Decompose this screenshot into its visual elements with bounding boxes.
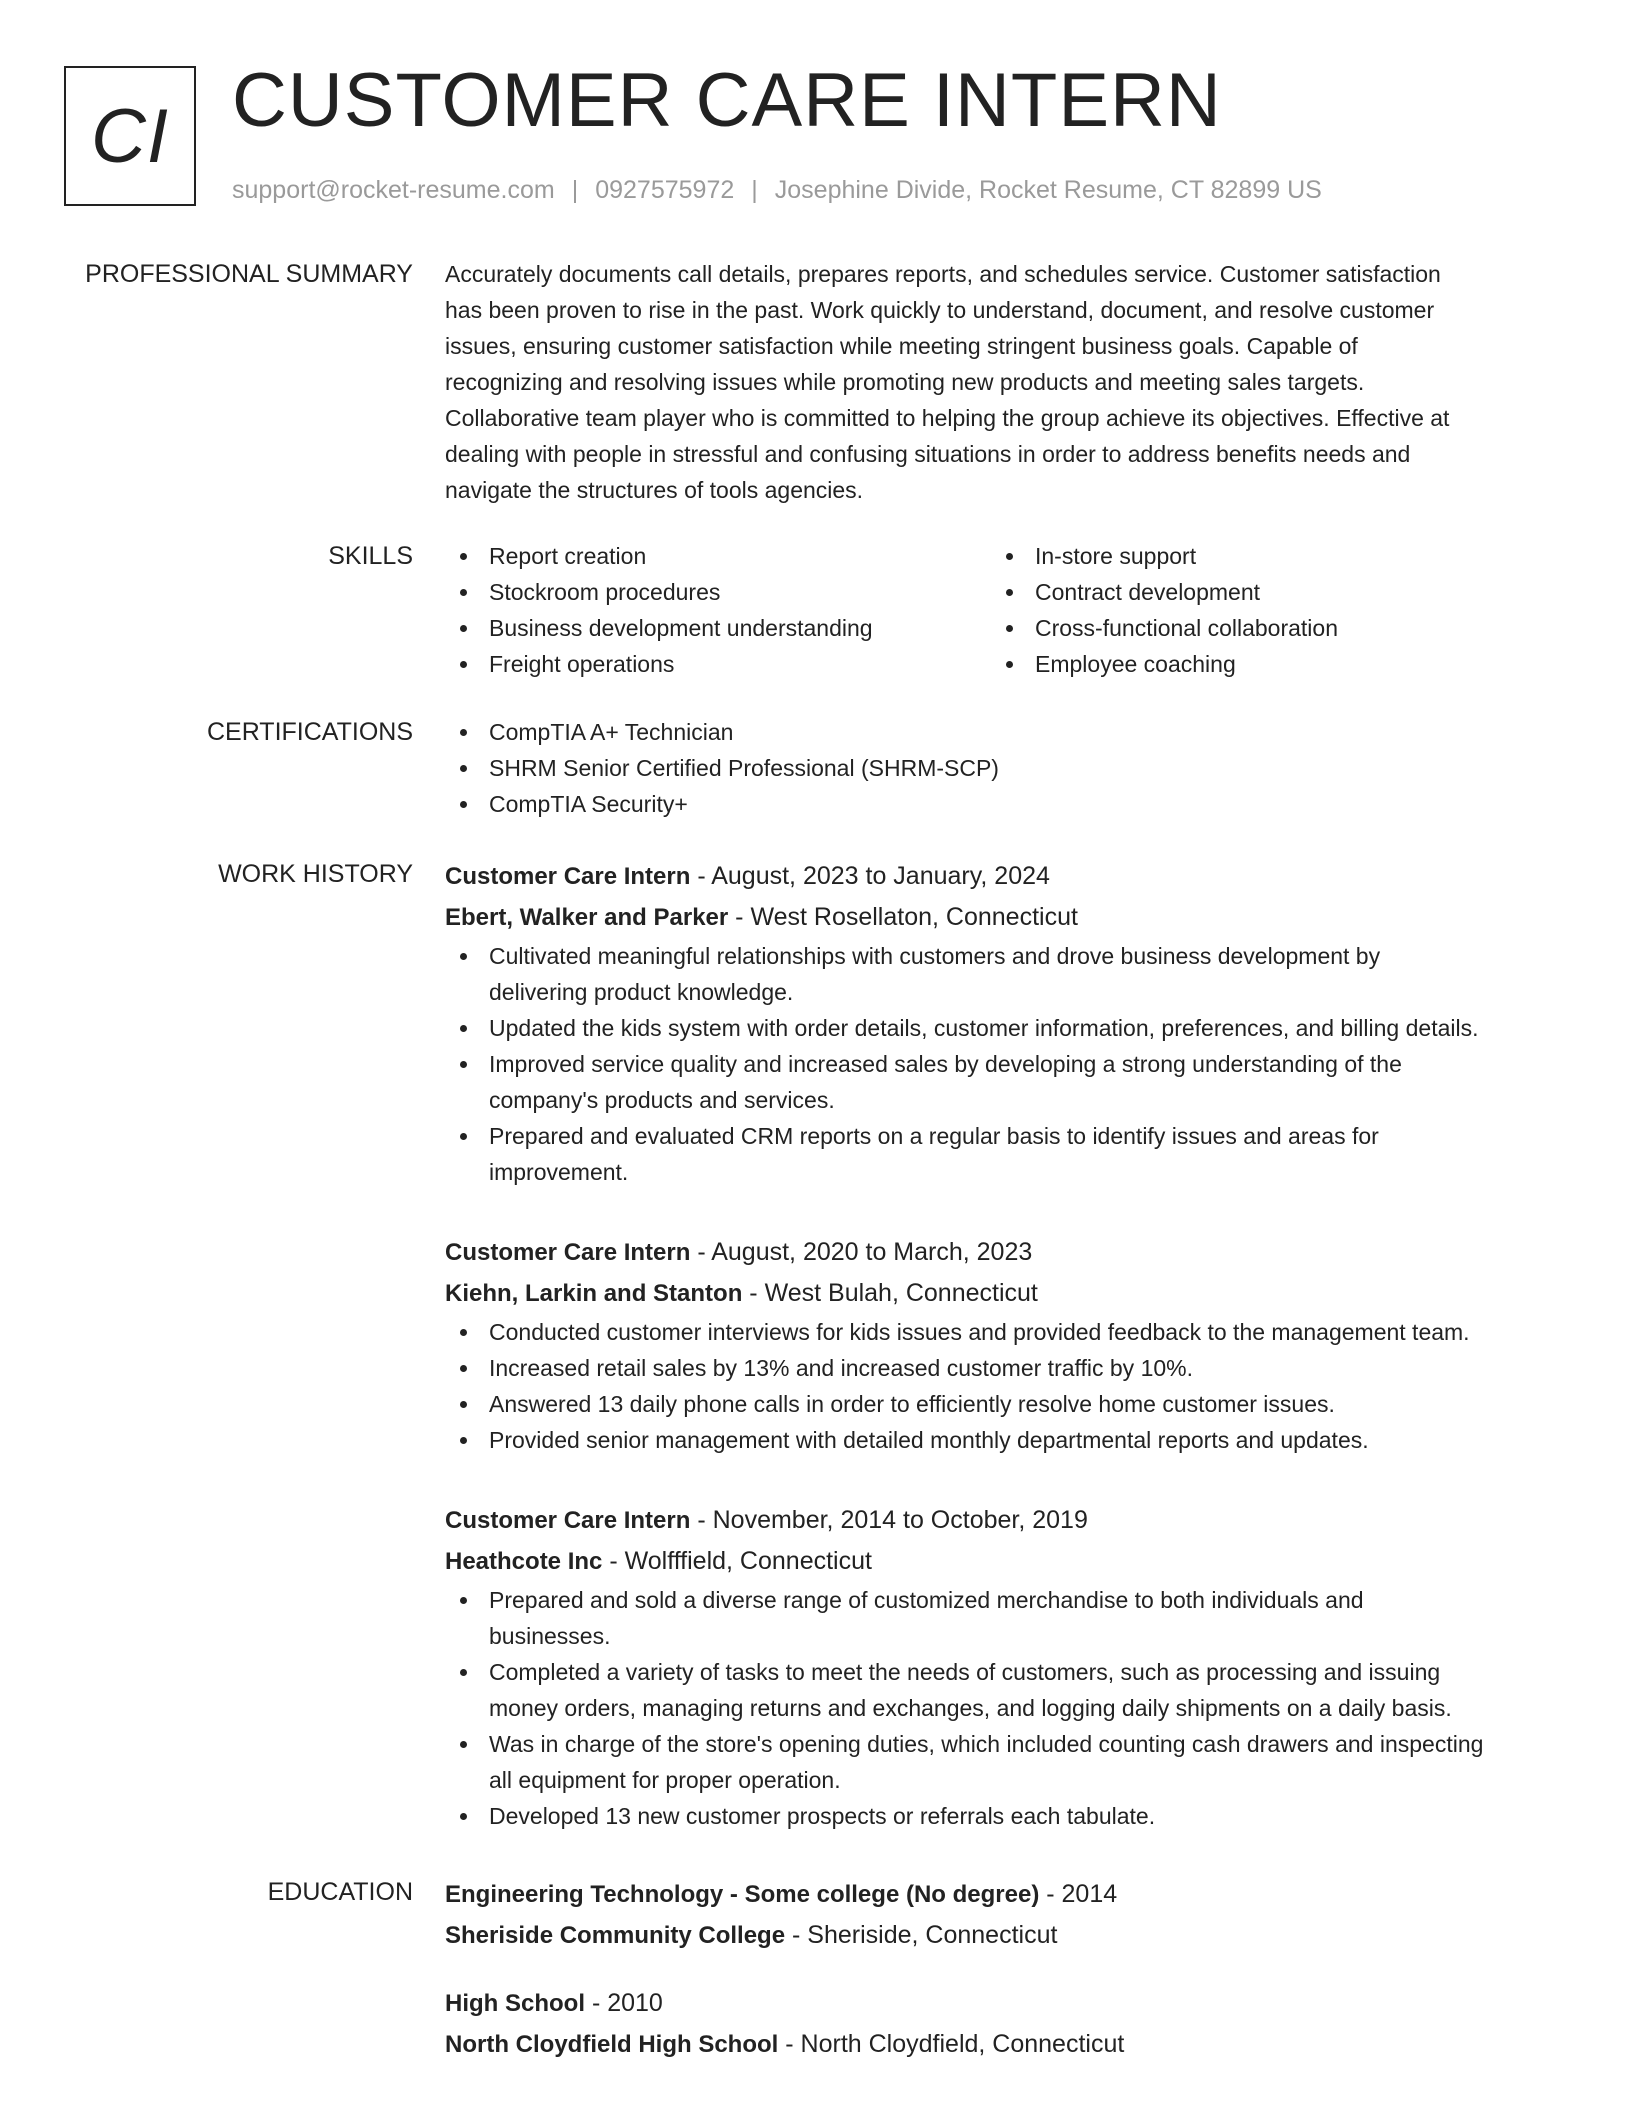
- bullet-icon: [460, 765, 467, 772]
- job-bullet: Was in charge of the store's opening duties, which included counting cash drawers and inspecting all equipment for proper operation.: [445, 1726, 1565, 1798]
- job-title: Customer Care Intern: [445, 1239, 691, 1266]
- education-entry: [445, 1983, 1565, 2065]
- job-bullet: Improved service quality and increased sales by developing a strong understanding of the company's products and services.: [445, 1046, 1565, 1118]
- certifications-list: [445, 714, 1565, 822]
- job-entry: [445, 1500, 1565, 1834]
- bullet-icon: [460, 729, 467, 736]
- contact-phone[interactable]: 0927575972: [595, 176, 735, 204]
- education-location: - North Cloydfield, Connecticut: [778, 2030, 1125, 2058]
- job-company: Heathcote Inc: [445, 1548, 603, 1575]
- skill-item: Stockroom procedures: [445, 574, 991, 610]
- certifications-body: [445, 714, 1565, 822]
- skill-item: Business development understanding: [445, 610, 991, 646]
- bullet-icon: [460, 1813, 467, 1820]
- bullet-icon: [460, 801, 467, 808]
- contact-address: Josephine Divide, Rocket Resume, CT 82899 US: [774, 176, 1322, 204]
- education-school-line: [445, 2024, 1565, 2065]
- section-label-summary: PROFESSIONAL SUMMARY: [85, 260, 413, 288]
- education-degree: Engineering Technology - Some college (No degree): [445, 1881, 1040, 1908]
- job-bullet: Completed a variety of tasks to meet the needs of customers, such as processing and issuing money orders, managing returns and exchanges, and logging daily shipments on a daily basis.: [445, 1654, 1565, 1726]
- bullet-icon: [1006, 661, 1013, 668]
- contact-line: [232, 172, 1322, 208]
- skills-list-left: [445, 538, 991, 682]
- education-degree: High School: [445, 1990, 585, 2017]
- job-company: Kiehn, Larkin and Stanton: [445, 1280, 743, 1307]
- job-title: Customer Care Intern: [445, 1507, 691, 1534]
- skill-item: In-store support: [991, 538, 1537, 574]
- job-bullet: Cultivated meaningful relationships with customers and drove business development by delivering product knowledge.: [445, 938, 1565, 1010]
- bullet-icon: [460, 1597, 467, 1604]
- job-bullet-list: [445, 1314, 1565, 1458]
- monogram-text: CI: [91, 93, 169, 179]
- job-bullet: Developed 13 new customer prospects or referrals each tabulate.: [445, 1798, 1565, 1834]
- job-title: Customer Care Intern: [445, 863, 691, 890]
- bullet-icon: [460, 1669, 467, 1676]
- education-school: North Cloydfield High School: [445, 2031, 779, 2058]
- job-dates: - August, 2020 to March, 2023: [690, 1238, 1033, 1266]
- job-bullet: Conducted customer interviews for kids issues and provided feedback to the management team.: [445, 1314, 1565, 1350]
- bullet-icon: [460, 1437, 467, 1444]
- bullet-icon: [460, 589, 467, 596]
- summary-line: Accurately documents call details, prepares reports, and schedules service. Customer satisfaction: [445, 261, 1441, 287]
- job-title-line: [445, 1500, 1565, 1541]
- education-year: - 2010: [585, 1989, 663, 2017]
- job-location: - Wolfffield, Connecticut: [602, 1547, 872, 1575]
- job-title-line: [445, 856, 1565, 897]
- job-entry: [445, 1232, 1565, 1458]
- section-label-certifications: CERTIFICATIONS: [206, 718, 413, 746]
- bullet-icon: [460, 1365, 467, 1372]
- skill-item: Cross-functional collaboration: [991, 610, 1537, 646]
- section-label-skills: SKILLS: [328, 542, 413, 570]
- summary-line: issues, ensuring customer satisfaction while meeting stringent business goals. Capable of: [445, 333, 1358, 359]
- job-bullet-list: [445, 1582, 1565, 1834]
- job-title-line: [445, 1232, 1565, 1273]
- skills-list-right: [991, 538, 1537, 682]
- contact-email[interactable]: support@rocket-resume.com: [232, 176, 555, 204]
- job-bullet: Increased retail sales by 13% and increased customer traffic by 10%.: [445, 1350, 1565, 1386]
- education-year: - 2014: [1039, 1880, 1118, 1908]
- bullet-icon: [460, 1329, 467, 1336]
- job-location: - West Bulah, Connecticut: [742, 1279, 1038, 1307]
- resume-title: CUSTOMER CARE INTERN: [232, 58, 1222, 143]
- job-bullet: Provided senior management with detailed monthly departmental reports and updates.: [445, 1422, 1565, 1458]
- job-bullet: Updated the kids system with order details, customer information, preferences, and billing details.: [445, 1010, 1565, 1046]
- section-label-work-history: WORK HISTORY: [218, 860, 413, 888]
- bullet-icon: [460, 953, 467, 960]
- summary-line: recognizing and resolving issues while promoting new products and meeting sales targets.: [445, 369, 1365, 395]
- bullet-icon: [460, 1133, 467, 1140]
- bullet-icon: [460, 1025, 467, 1032]
- bullet-icon: [1006, 625, 1013, 632]
- certification-item: CompTIA A+ Technician: [445, 714, 1565, 750]
- bullet-icon: [1006, 589, 1013, 596]
- job-company-line: [445, 897, 1565, 938]
- summary-line: dealing with people in stressful and confusing situations in order to address benefits needs and: [445, 441, 1411, 467]
- job-company-line: [445, 1273, 1565, 1314]
- job-company-line: [445, 1541, 1565, 1582]
- bullet-icon: [460, 553, 467, 560]
- skill-item: Freight operations: [445, 646, 991, 682]
- certification-item: SHRM Senior Certified Professional (SHRM-SCP): [445, 750, 1565, 786]
- job-company: Ebert, Walker and Parker: [445, 904, 729, 931]
- job-dates: - August, 2023 to January, 2024: [690, 862, 1050, 890]
- bullet-icon: [460, 661, 467, 668]
- skill-item: Employee coaching: [991, 646, 1537, 682]
- contact-separator: |: [571, 176, 579, 204]
- contact-separator: |: [751, 176, 758, 204]
- summary-text: [445, 256, 1565, 508]
- education-school: Sheriside Community College: [445, 1922, 786, 1949]
- education-school-line: [445, 1915, 1565, 1956]
- bullet-icon: [460, 1401, 467, 1408]
- job-bullet: Answered 13 daily phone calls in order to efficiently resolve home customer issues.: [445, 1386, 1565, 1422]
- skill-item: Report creation: [445, 538, 991, 574]
- bullet-icon: [460, 625, 467, 632]
- job-entry: [445, 856, 1565, 1190]
- summary-line: has been proven to rise in the past. Work quickly to understand, document, and resolve customer: [445, 297, 1435, 323]
- skill-item: Contract development: [991, 574, 1537, 610]
- summary-line: navigate the structures of tools agencies.: [445, 477, 864, 503]
- job-dates: - November, 2014 to October, 2019: [690, 1506, 1088, 1534]
- education-location: - Sheriside, Connecticut: [785, 1921, 1058, 1949]
- skills-body: [445, 538, 1565, 682]
- bullet-icon: [460, 1741, 467, 1748]
- summary-line: Collaborative team player who is committed to helping the group achieve its objectives. Effective at: [445, 405, 1450, 431]
- certification-item: CompTIA Security+: [445, 786, 1565, 822]
- job-bullet-list: [445, 938, 1565, 1190]
- job-bullet: Prepared and evaluated CRM reports on a regular basis to identify issues and areas for improvement.: [445, 1118, 1565, 1190]
- bullet-icon: [460, 1061, 467, 1068]
- section-label-education: EDUCATION: [267, 1878, 413, 1906]
- bullet-icon: [1006, 553, 1013, 560]
- job-bullet: Prepared and sold a diverse range of customized merchandise to both individuals and businesses.: [445, 1582, 1565, 1654]
- monogram-logo: [64, 66, 196, 206]
- education-degree-line: [445, 1983, 1565, 2024]
- education-entry: [445, 1874, 1565, 1956]
- job-location: - West Rosellaton, Connecticut: [728, 903, 1078, 931]
- education-degree-line: [445, 1874, 1565, 1915]
